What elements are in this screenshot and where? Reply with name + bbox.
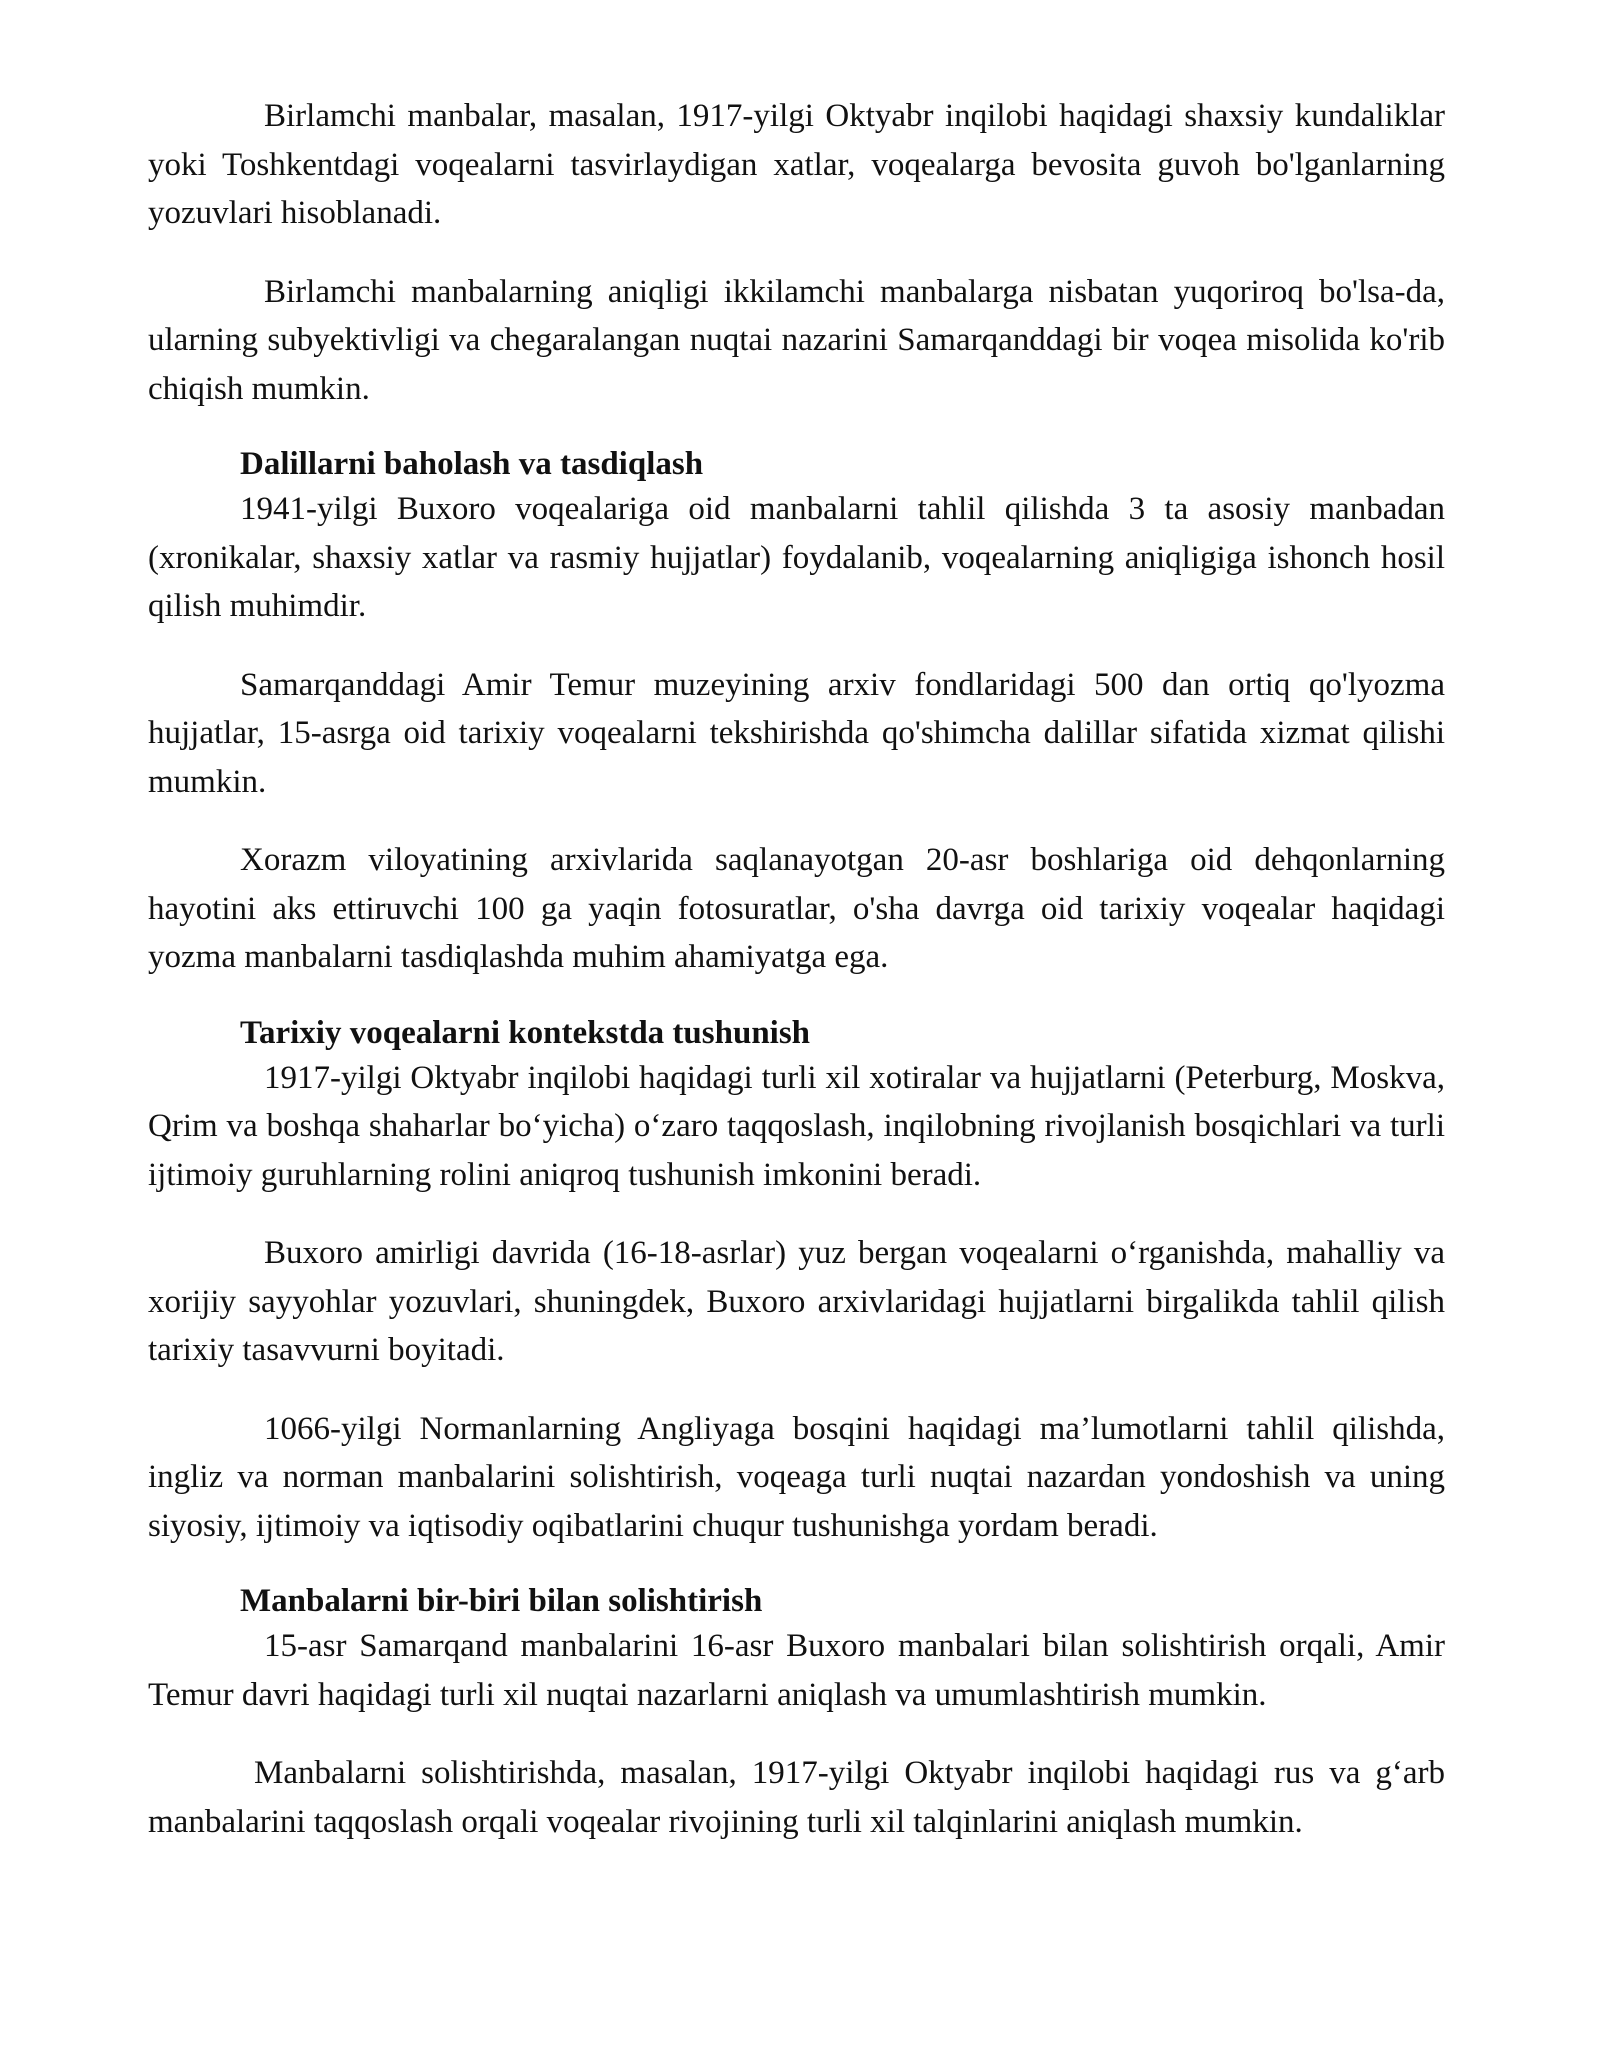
paragraph-samarkand-bukhara-sources: 15-asr Samarqand manbalarini 16-asr Buxoro manbalari bilan solishtirish orqali, Amir Temur davri haqidagi turli xil nuqtai nazarlarni aniqlash va umumlashtirish mumkin. bbox=[148, 1628, 1445, 1713]
paragraph-amir-temur-museum: Samarqanddagi Amir Temur muzeyining arxiv fondlaridagi 500 dan ortiq qo'lyozma hujjatlar, 15-asrga oid tarixiy voqealarni tekshirishda qo'shimcha dalillar sifatida xizmat qilishi mumkin. bbox=[148, 666, 1445, 800]
paragraph-bukhara-1941: 1941-yilgi Buxoro voqealariga oid manbalarni tahlil qilishda 3 ta asosiy manbadan (xronikalar, shaxsiy xatlar va rasmiy hujjatlar) foydalanib, voqealarning aniqligiga ishonch hosil qilish muhimdir. bbox=[148, 491, 1445, 624]
paragraph-primary-accuracy: Birlamchi manbalarning aniqligi ikkilamchi manbalarga nisbatan yuqoriroq bo'lsa-da, ularning subyektivligi va chegaralangan nuqtai nazarini Samarqanddagi bir voqea misolida ko'rib chiqish mumkin. bbox=[148, 273, 1445, 407]
section-heading-comparison: Manbalarni bir-biri bilan solishtirish bbox=[240, 1583, 763, 1619]
paragraph-primary-sources: Birlamchi manbalar, masalan, 1917-yilgi Oktyabr inqilobi haqidagi shaxsiy kundaliklar yoki Toshkentdagi voqealarni tasvirlaydigan xatlar, voqealarga bevosita guvoh bo'lganlarning yozuvlari hisoblanadi. bbox=[148, 98, 1445, 231]
paragraph-october-revolution-memoirs: 1917-yilgi Oktyabr inqilobi haqidagi turli xil xotiralar va hujjatlarni (Peterburg, Moskva, Qrim va boshqa shaharlar bo‘yicha) o‘zaro taqqoslash, inqilobning rivojlanish bosqichlari va turli ijtimoiy guruhlarning rolini aniqroq tushunish imkonini beradi. bbox=[148, 1059, 1445, 1193]
section-heading-evidence: Dalillarni baholash va tasdiqlash bbox=[240, 446, 704, 482]
paragraph-norman-conquest: 1066-yilgi Normanlarning Angliyaga bosqini haqidagi ma’lumotlarni tahlil qilishda, ingliz va norman manbalarini solishtirish, voqeaga turli nuqtai nazardan yondoshish va uning siyosiy, ijtimoiy va iqtisodiy oqibatlarini chuqur tushunishga yordam beradi. bbox=[148, 1410, 1445, 1544]
paragraph-bukhara-emirate: Buxoro amirligi davrida (16-18-asrlar) yuz bergan voqealarni o‘rganishda, mahalliy va xorijiy sayyohlar yozuvlari, shuningdek, Buxoro arxivlaridagi hujjatlarni birgalikda tahlil qilish tarixiy tasavvurni boyitadi. bbox=[148, 1235, 1445, 1368]
paragraph-russian-western-sources: Manbalarni solishtirishda, masalan, 1917-yilgi Oktyabr inqilobi haqidagi rus va g‘arb manbalarini taqqoslash orqali voqealar rivojining turli xil talqinlarini aniqlash mumkin. bbox=[148, 1755, 1445, 1840]
section-heading-context: Tarixiy voqealarni kontekstda tushunish bbox=[240, 1014, 811, 1051]
document-page bbox=[148, 92, 1445, 1876]
paragraph-khorezm-photos: Xorazm viloyatining arxivlarida saqlanayotgan 20-asr boshlariga oid dehqonlarning hayotini aks ettiruvchi 100 ga yaqin fotosuratlar, o'sha davrga oid tarixiy voqealar haqidagi yozma manbalarni tasdiqlashda muhim ahamiyatga ega. bbox=[148, 842, 1445, 975]
